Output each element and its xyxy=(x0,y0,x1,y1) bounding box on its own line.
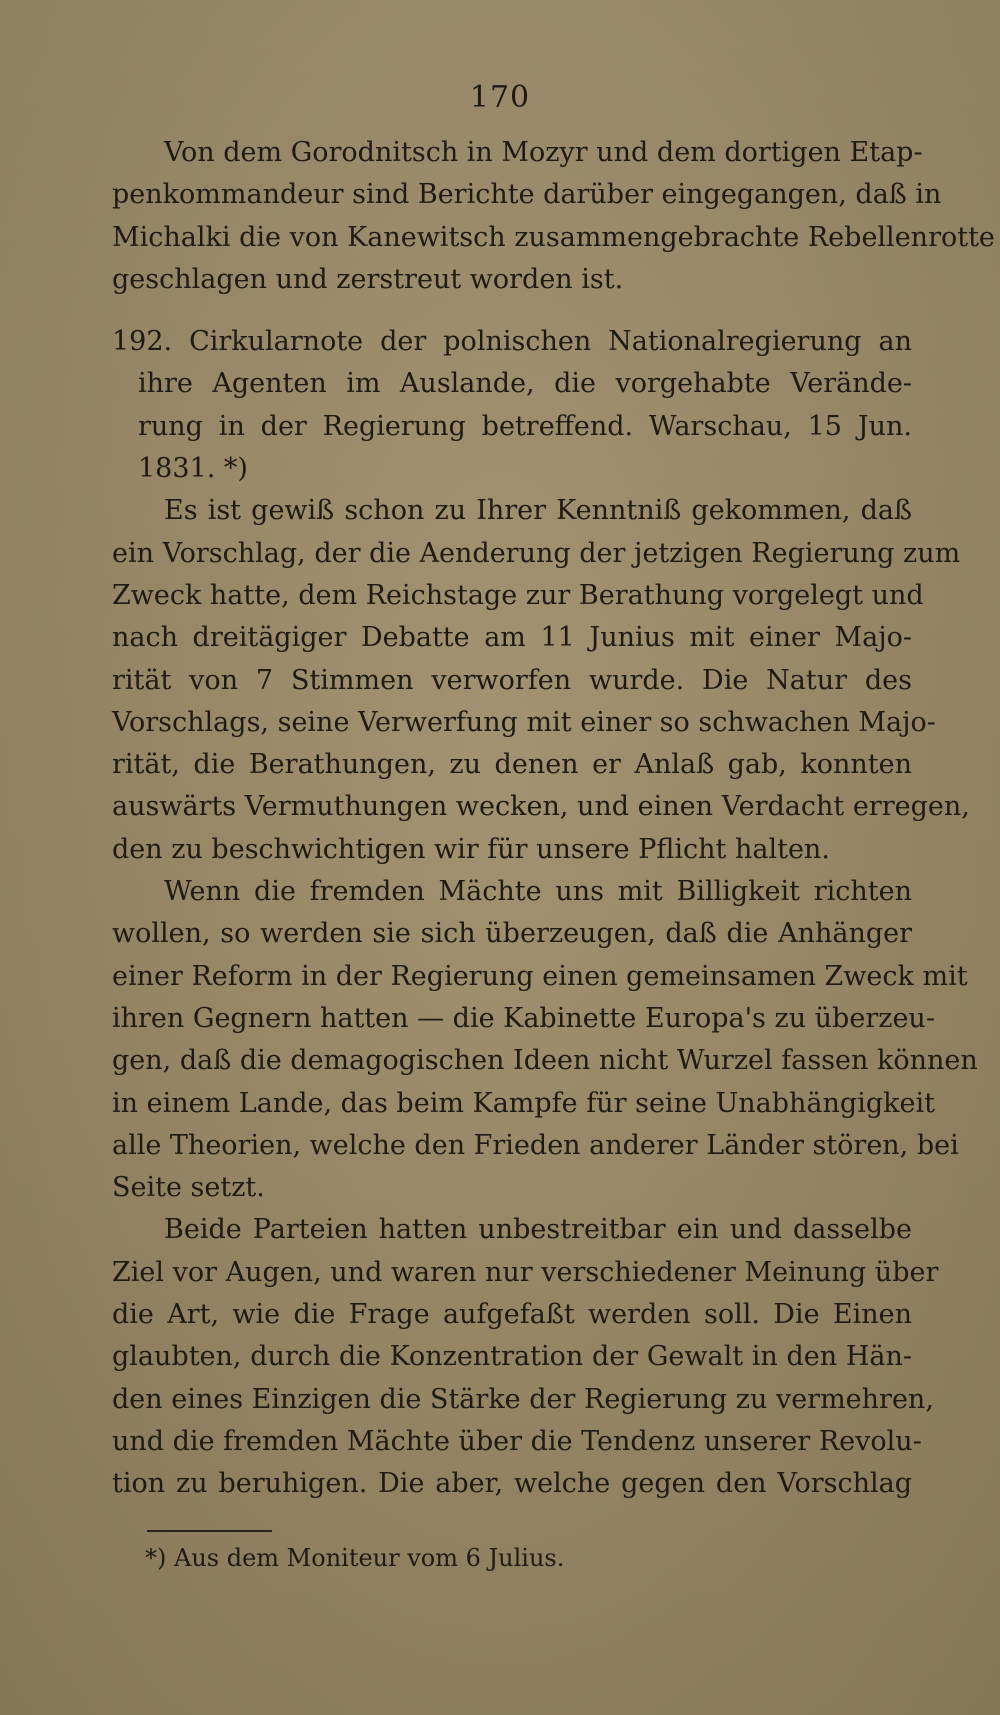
text-line: den eines Einzigen die Stärke der Regierung zu vermehren, xyxy=(112,1383,934,1415)
text-line: Michalki die von Kanewitsch zusammengebrachte Rebellenrotte xyxy=(112,221,995,253)
footnote: *) Aus dem Moniteur vom 6 Julius. xyxy=(145,1544,565,1572)
paragraph-report xyxy=(112,132,995,301)
text-line: wollen, so werden sie sich überzeugen, daß die Anhänger xyxy=(112,918,912,950)
text-line: nach dreitägiger Debatte am 11 Junius mit einer Majo- xyxy=(112,622,912,654)
heading-line: 1831. *) xyxy=(138,453,248,485)
text-line: penkommandeur sind Berichte darüber eingegangen, daß in xyxy=(112,179,942,211)
text-line: Seite setzt. xyxy=(112,1172,265,1204)
footnote-rule xyxy=(147,1530,272,1532)
text-line: alle Theorien, welche den Frieden anderer Länder stören, bei xyxy=(112,1129,959,1161)
text-line: Wenn die fremden Mächte uns mit Billigkeit richten xyxy=(164,876,912,908)
text-line: gen, daß die demagogischen Ideen nicht Wurzel fassen können xyxy=(112,1045,978,1077)
document-heading xyxy=(112,321,912,490)
body-text xyxy=(112,132,995,1506)
page-number: 170 xyxy=(469,80,531,115)
text-line: Ziel vor Augen, und waren nur verschiedener Meinung über xyxy=(112,1256,939,1288)
text-line: rität von 7 Stimmen verworfen wurde. Die Natur des xyxy=(112,664,912,696)
heading-line: ihre Agenten im Auslande, die vorgehabte Verände- xyxy=(138,368,912,400)
heading-line: rung in der Regierung betreffend. Warschau, 15 Jun. xyxy=(138,410,912,442)
text-line: Es ist gewiß schon zu Ihrer Kenntniß gekommen, daß xyxy=(164,495,912,527)
text-line: die Art, wie die Frage aufgefaßt werden soll. Die Einen xyxy=(112,1299,912,1331)
text-line: ein Vorschlag, der die Aenderung der jetzigen Regierung zum xyxy=(112,537,961,569)
text-line: geschlagen und zerstreut worden ist. xyxy=(112,263,624,295)
text-line: Von dem Gorodnitsch in Mozyr und dem dortigen Etap- xyxy=(164,137,923,168)
text-line: tion zu beruhigen. Die aber, welche gegen den Vorschlag xyxy=(112,1468,912,1500)
text-line: in einem Lande, das beim Kampfe für seine Unabhängigkeit xyxy=(112,1087,935,1119)
text-line: den zu beschwichtigen wir für unsere Pflicht halten. xyxy=(112,833,830,865)
text-line: Zweck hatte, dem Reichstage zur Berathung vorgelegt und xyxy=(112,579,924,611)
text-line: und die fremden Mächte über die Tendenz unserer Revolu- xyxy=(112,1425,922,1457)
text-line: Beide Parteien hatten unbestreitbar ein und dasselbe xyxy=(164,1214,912,1246)
text-line: ihren Gegnern hatten — die Kabinette Europa's zu überzeu- xyxy=(112,1002,935,1034)
heading-line: 192. Cirkularnote der polnischen Nationalregierung an xyxy=(112,326,912,358)
paragraph-proposal xyxy=(112,490,970,871)
text-line: rität, die Berathungen, zu denen er Anlaß gab, konnten xyxy=(112,749,912,781)
text-line: auswärts Vermuthungen wecken, und einen Verdacht erregen, xyxy=(112,791,970,823)
paragraph-parties xyxy=(112,1209,939,1505)
paragraph-gap xyxy=(112,301,912,321)
paragraph-foreign-powers xyxy=(112,871,978,1209)
text-line: glaubten, durch die Konzentration der Gewalt in den Hän- xyxy=(112,1341,912,1373)
text-line: einer Reform in der Regierung einen gemeinsamen Zweck mit xyxy=(112,960,968,992)
text-line: Vorschlags, seine Verwerfung mit einer so schwachen Majo- xyxy=(112,706,936,738)
